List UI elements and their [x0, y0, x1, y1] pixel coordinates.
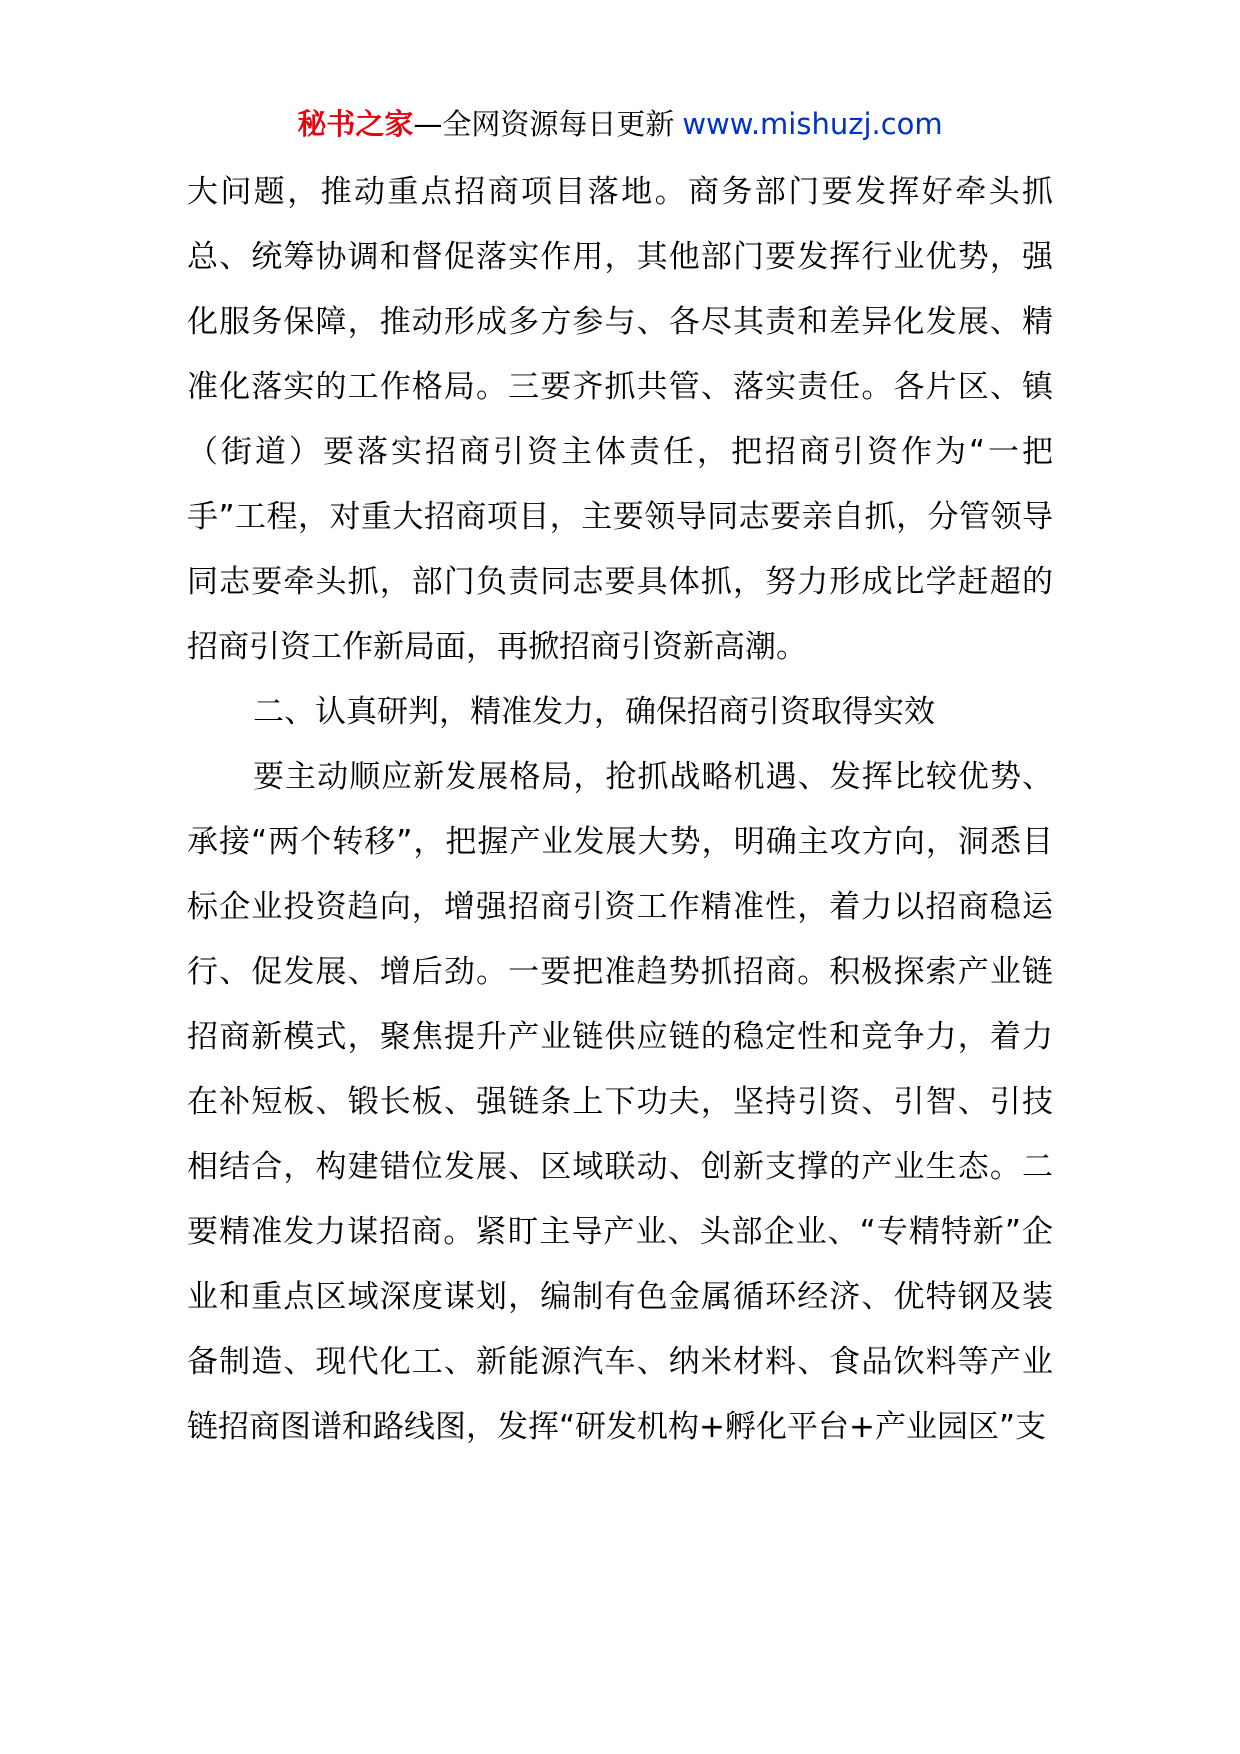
paragraph-continuation: 大问题，推动重点招商项目落地。商务部门要发挥好牵头抓总、统筹协调和督促落实作用，其他部门要发挥行业优势，强化服务保障，推动形成多方参与、各尽其责和差异化发展、精准化落实的工作格局。三要齐抓共管、落实责任。各片区、镇（街道）要落实招商引资主体责任，把招商引资作为“一把手”工程，对重大招商项目，主要领导同志要亲自抓，分管领导同志要牵头抓，部门负责同志要具体抓，努力形成比学赶超的招商引资工作新局面，再掀招商引资新高潮。 — [187, 174, 1053, 665]
document-body — [187, 160, 1053, 1460]
website-link[interactable]: www.mishuzj.com — [682, 107, 943, 141]
section-heading: 二、认真研判，精准发力，确保招商引资取得实效 — [253, 694, 935, 730]
paragraph: 要主动顺应新发展格局，抢抓战略机遇、发挥比较优势、承接“两个转移”，把握产业发展大势，明确主攻方向，洞悉目标企业投资趋向，增强招商引资工作精准性，着力以招商稳运行、促发展、增后劲。一要把准趋势抓招商。积极探索产业链招商新模式，聚焦提升产业链供应链的稳定性和竞争力，着力在补短板、锻长板、强链条上下功夫，坚持引资、引智、引技相结合，构建错位发展、区域联动、创新支撑的产业生态。二要精准发力谋招商。紧盯主导产业、头部企业、“专精特新”企业和重点区域深度谋划，编制有色金属循环经济、优特钢及装备制造、现代化工、新能源汽车、纳米材料、食品饮料等产业链招商图谱和路线图，发挥“研发机构+孵化平台+产业园区”支 — [187, 759, 1053, 1445]
header-slogan: —全网资源每日更新 — [413, 107, 675, 141]
page-header — [0, 100, 1240, 148]
brand-name: 秘书之家 — [297, 107, 414, 141]
